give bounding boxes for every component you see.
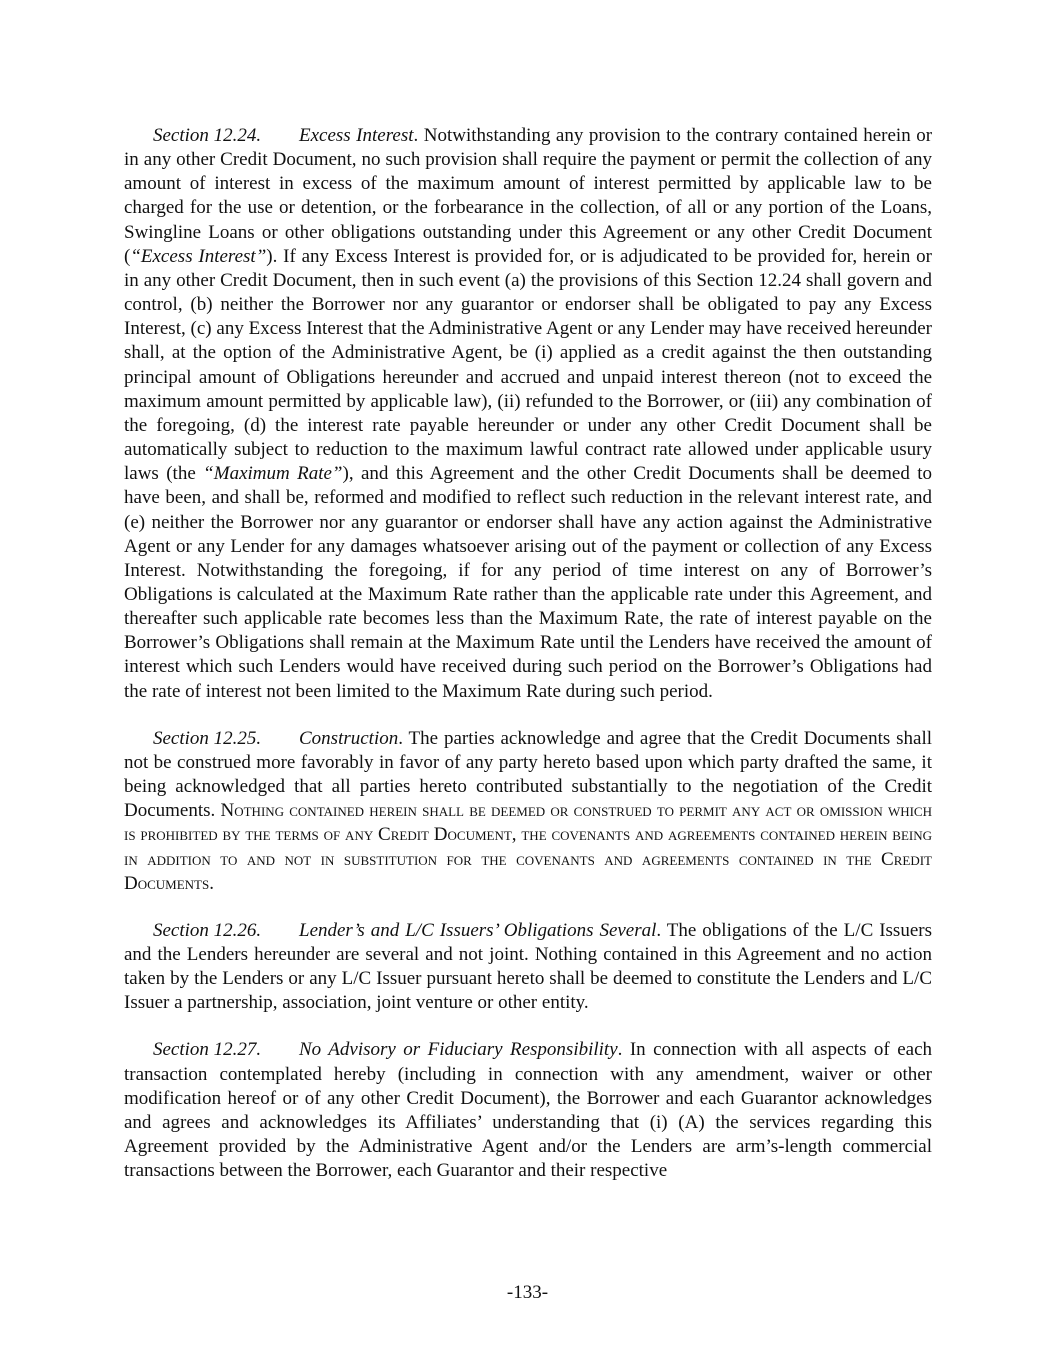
section-number: Section 12.26. — [153, 919, 262, 941]
defined-term: “Maximum Rate” — [203, 463, 343, 485]
section-12-27: Section 12.27. No Advisory or Fiduciary Responsibility. In connection with all aspects of each transaction contemplated hereby (including in connection with any amendment, waiver or other modification hereof or of any other Credit Document), the Borrower and each Guarantor acknowledges and agrees and acknowledges its Affiliates’ understanding that (i) (A) the services regarding this Agreement provided by the Administrative Agent and/or the Lenders are arm’s-length commercial transactions between the Borrower, each Guarantor and their respective — [124, 1039, 933, 1182]
document-page — [124, 124, 932, 1183]
defined-term: “Excess Interest” — [130, 245, 267, 267]
section-number: Section 12.27. — [153, 1039, 262, 1061]
section-body: ), and this Agreement and the other Credit Documents shall be deemed to have been, and shall be, reformed and modified to reflect such reduction in the relevant interest rate, and (e) neither the Borrower nor any guarantor or endorser shall have any action against the Administrative Agent or any Lender for any damages whatsoever arising out of the payment or collection of any Excess Interest. Notwithstanding the foregoing, if for any period of time interest on any of Borrower’s Obligations is calculated at the Maximum Rate rather than the applicable rate under this Agreement, and thereafter such applicable rate becomes less than the Maximum Rate, the rate of interest payable on the Borrower’s Obligations shall remain at the Maximum Rate until the Lenders have received the amount of interest which such Lenders would have received during such period on the Borrower’s Obligations had the rate of interest not been limited to the Maximum Rate during such period. — [124, 463, 932, 702]
section-title: No Advisory or Fiduciary Responsibility — [299, 1039, 618, 1061]
section-title: Lender’s and L/C Issuers’ Obligations Several — [299, 919, 657, 941]
section-number: Section 12.24. — [153, 125, 262, 146]
section-12-24: Section 12.24. Excess Interest. Notwithstanding any provision to the contrary contained herein or in any other Credit Document, no such provision shall require the payment or permit the collection of any amount of interest in excess of the maximum amount of interest permitted by applicable law to be charged for the use or detention, or the forbearance in the collection, of all or any portion of the Loans, Swingline Loans or other obligations outstanding under this Agreement or any other Credit Document (“Excess Interest”). If any Excess Interest is provided for, or is adjudicated to be provided for, herein or in any other Credit Document, then in such event (a) the provisions of this Section 12.24 shall govern and control, (b) neither the Borrower nor any guarantor or endorser shall be obligated to pay any Excess Interest, (c) any Excess Interest that the Administrative Agent or any Lender may have received hereunder shall, at the option of the Administrative Agent, be (i) applied as a credit against the then outstanding principal amount of Obligations hereunder and accrued and unpaid interest thereon (not to exceed the maximum amount permitted by applicable law), (ii) refunded to the Borrower, or (iii) any combination of the foregoing, (d) the interest rate payable hereunder or under any other Credit Document shall be automatically subject to reduction to the maximum lawful contract rate allowed under applicable usury laws (the “Maximum Rate”), and this Agreement and the other Credit Documents shall be deemed to have been, and shall be, reformed and modified to reflect such reduction in the relevant interest rate, and (e) neither the Borrower nor any guarantor or endorser shall have any action against the Administrative Agent or any Lender for any damages whatsoever arising out of the payment or collection of any Excess Interest. Notwithstanding the foregoing, if for any period of time interest on any of Borrower’s Obligations is calculated at the Maximum Rate rather than the applicable rate under this Agreement, and thereafter such applicable rate becomes less than the Maximum Rate, the rate of interest payable on the Borrower’s Obligations shall remain at the Maximum Rate until the Lenders have received the amount of interest which such Lenders would have received during such period on the Borrower’s Obligations had the rate of interest not been limited to the Maximum Rate during such period. — [124, 125, 933, 702]
section-body: ). If any Excess Interest is provided for, or is adjudicated to be provided for, herein or in any other Credit Document, then in such event (a) the provisions of this Section 12.24 shall govern and control, (b) neither the Borrower nor any guarantor or endorser shall be obligated to pay any Excess Interest, (c) any Excess Interest that the Administrative Agent or any Lender may have received hereunder shall, at the option of the Administrative Agent, be (i) applied as a credit against the then outstanding principal amount of Obligations hereunder and accrued and unpaid interest thereon (not to exceed the maximum amount permitted by applicable law), (ii) refunded to the Borrower, or (iii) any combination of the foregoing, (d) the interest rate payable hereunder or under any other Credit Document shall be automatically subject to reduction to the maximum lawful contract rate allowed under applicable usury laws (the — [124, 245, 933, 485]
section-12-25: Section 12.25. Construction. The parties acknowledge and agree that the Credit Documents shall not be construed more favorably in favor of any party hereto based upon which party drafted the same, it being acknowledged that all parties hereto contributed substantially to the negotiation of the Credit Documents. Nothing contained herein shall be deemed or construed to permit any act or omission which is prohibited by the terms of any Credit Document, the covenants and agreements contained herein being in addition to and not in substitution for the covenants and agreements contained in the Credit Documents. — [124, 727, 932, 894]
section-title: Excess Interest — [299, 125, 414, 146]
section-12-26: Section 12.26. Lender’s and L/C Issuers’ Obligations Several. The obligations of the L/C Issuers and the Lenders hereunder are several and not joint. Nothing contained in this Agreement and no action taken by the Lenders or any L/C Issuer pursuant hereto shall be deemed to constitute the Lenders and L/C Issuer a partnership, association, joint venture or other entity. — [124, 919, 932, 1014]
section-body: The parties acknowledge and agree that the Credit Documents shall not be construed more favorably in favor of any party hereto based upon which party drafted the same, it being acknowledged that all parties hereto contributed substantially to the negotiation of the Credit Documents. — [124, 727, 932, 822]
section-body: In connection with all aspects of each transaction contemplated hereby (including in connection with any amendment, waiver or other modification hereof or of any other Credit Document), the Borrower and each Guarantor acknowledges and agrees and acknowledges its Affiliates’ understanding that (i) (A) the services regarding this Agreement provided by the Administrative Agent and/or the Lenders are arm’s-length commercial transactions between the Borrower, each Guarantor and their respective — [124, 1039, 933, 1182]
section-title: Construction — [299, 727, 399, 749]
section-body: Notwithstanding any provision to the contrary contained herein or in any other Credit Document, no such provision shall require the payment or permit the collection of any amount of interest in excess of the maximum amount of interest permitted by applicable law to be charged for the use or detention, or the forbearance in the collection, of all or any portion of the Loans, Swingline Loans or other obligations outstanding under this Agreement or any other Credit Document ( — [124, 125, 933, 267]
page-number: -133- — [506, 1282, 549, 1303]
section-body: The obligations of the L/C Issuers and the Lenders hereunder are several and not joint. Nothing contained in this Agreement and no action taken by the Lenders or any L/C Issuer pursuant hereto shall be deemed to constitute the Lenders and L/C Issuer a partnership, association, joint venture or other entity. — [124, 919, 932, 1014]
small-caps-clause: Nothing contained herein shall be deemed or construed to permit any act or omission which is prohibited by the terms of any Credit Document, the covenants and agreements contained herein being in addition to and not in substitution for the covenants and agreements contained in the Credit Documents. — [124, 800, 932, 894]
section-number: Section 12.25. — [153, 727, 262, 749]
